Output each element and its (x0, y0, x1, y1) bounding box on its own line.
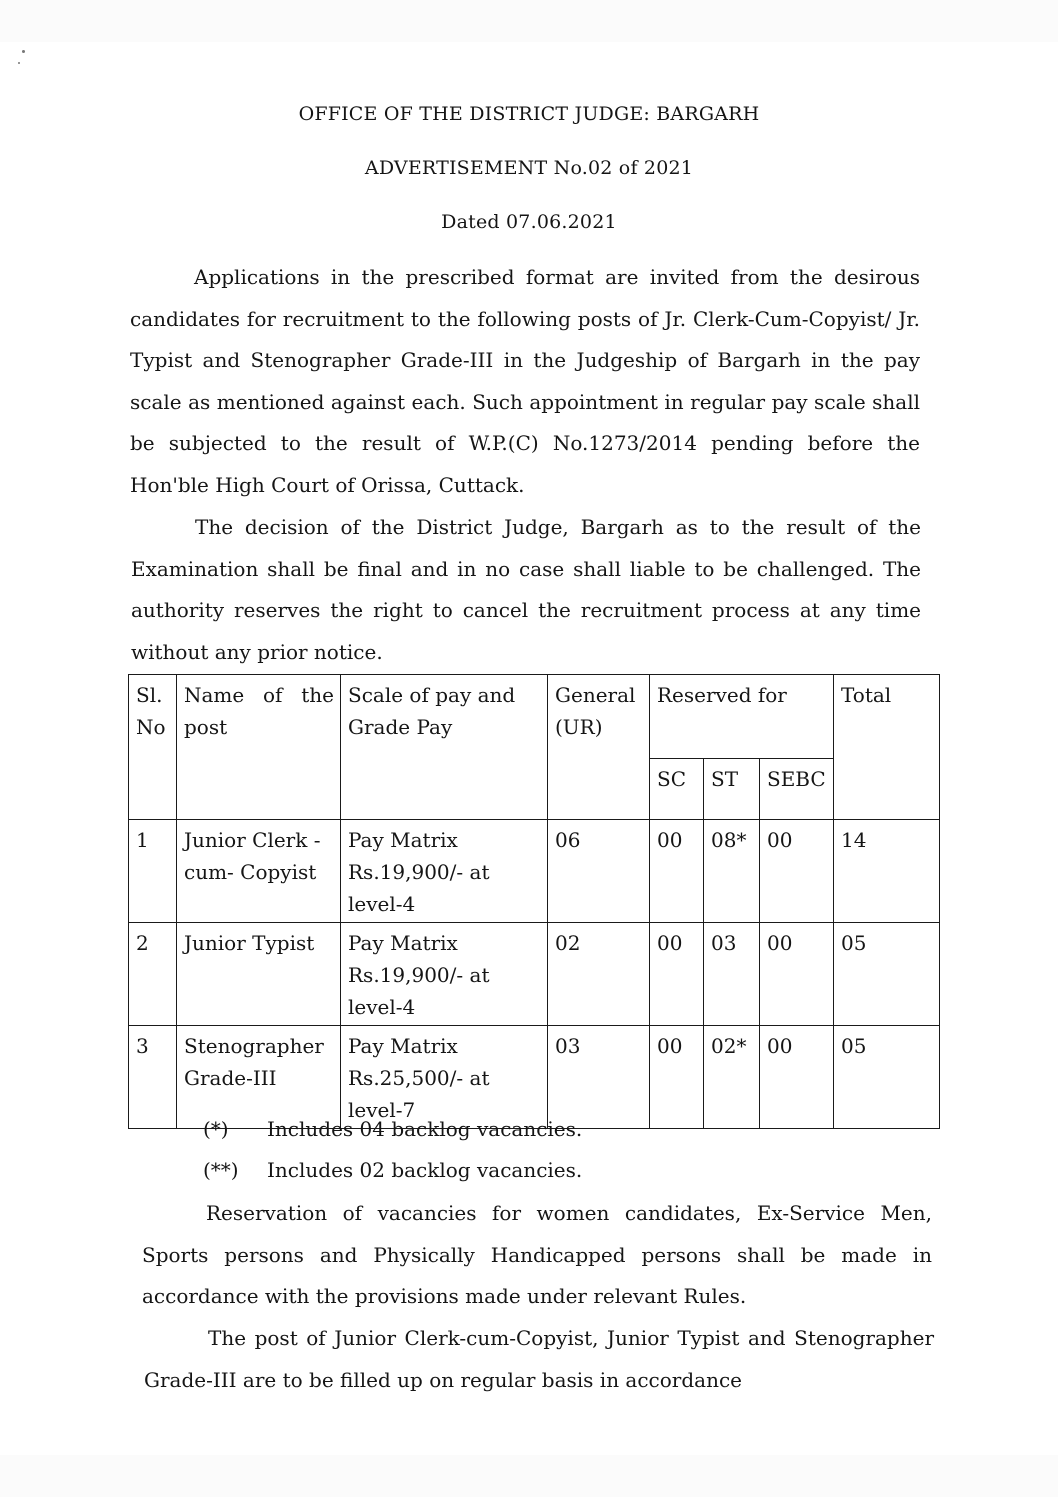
advertisement-date: Dated 07.06.2021 (441, 211, 617, 233)
table-row (129, 1026, 940, 1129)
scan-speck (18, 62, 20, 64)
scan-speck (22, 50, 25, 53)
cell-name: Junior Clerk -cum- Copyist (177, 820, 341, 923)
page-bottom-margin (0, 1455, 1058, 1497)
cell-scale: Pay Matrix Rs.19,900/- at level-4 (341, 820, 548, 923)
cell-total: 05 (834, 923, 940, 1026)
cell-total: 05 (834, 1026, 940, 1129)
cell-scale: Pay Matrix Rs.25,500/- at level-7 (341, 1026, 548, 1129)
cell-sebc: 00 (760, 923, 834, 1026)
header-total: Total (834, 675, 940, 820)
cell-general: 03 (548, 1026, 650, 1129)
vacancy-table (128, 674, 940, 1129)
office-heading: OFFICE OF THE DISTRICT JUDGE: BARGARH (298, 103, 760, 125)
header-sl-no: Sl. No (129, 675, 177, 820)
header-sc: SC (650, 758, 704, 819)
cell-sc: 00 (650, 1026, 704, 1129)
cell-sl: 1 (129, 820, 177, 923)
cell-sl: 2 (129, 923, 177, 1026)
table-header-row (129, 675, 940, 759)
cell-general: 02 (548, 923, 650, 1026)
header-st: ST (704, 758, 760, 819)
header-name: Name of the post (177, 675, 341, 820)
footnote-text: Includes 04 backlog vacancies. (267, 1117, 583, 1141)
cell-st: 03 (704, 923, 760, 1026)
table-row (129, 923, 940, 1026)
cell-scale: Pay Matrix Rs.19,900/- at level-4 (341, 923, 548, 1026)
footnote-mark: (*) (203, 1117, 229, 1141)
cell-st: 08* (704, 820, 760, 923)
cell-st: 02* (704, 1026, 760, 1129)
intro-paragraph: Applications in the prescribed format are invited from the desirous candidates for recruitment to the following posts of Jr. Clerk-Cum-Copyist/ Jr. Typist and Stenographer Grade-III in the Judgeship of Bargarh in the pay scale as mentioned against each. Such appointment in regular pay scale shall be subjected to the result of W.P.(C) No.1273/2014 pending before the Hon'ble High Court of Orissa, Cuttack. (130, 265, 920, 497)
cell-name: Junior Typist (177, 923, 341, 1026)
cell-sl: 3 (129, 1026, 177, 1129)
page-top-margin (0, 0, 1058, 42)
cell-sc: 00 (650, 923, 704, 1026)
cell-name: Stenographer Grade-III (177, 1026, 341, 1129)
footnote-mark: (**) (203, 1158, 239, 1182)
footnote-single-star (203, 1117, 582, 1141)
advertisement-number: ADVERTISEMENT No.02 of 2021 (364, 157, 694, 179)
cell-sebc: 00 (760, 820, 834, 923)
regular-basis-paragraph: The post of Junior Clerk-cum-Copyist, Junior Typist and Stenographer Grade-III are to be filled up on regular basis in accordance (144, 1326, 934, 1392)
header-scale: Scale of pay and Grade Pay (341, 675, 548, 820)
decision-paragraph: The decision of the District Judge, Bargarh as to the result of the Examination shall be final and in no case shall liable to be challenged. The authority reserves the right to cancel the recruitment process at any time without any prior notice. (131, 515, 921, 664)
cell-sc: 00 (650, 820, 704, 923)
header-reserved: Reserved for (650, 675, 834, 759)
footnote-text: Includes 02 backlog vacancies. (267, 1158, 583, 1182)
cell-general: 06 (548, 820, 650, 923)
cell-total: 14 (834, 820, 940, 923)
table-row (129, 820, 940, 923)
reservation-paragraph: Reservation of vacancies for women candidates, Ex-Service Men, Sports persons and Physically Handicapped persons shall be made in accordance with the provisions made under relevant Rules. (142, 1201, 932, 1308)
header-sebc: SEBC (760, 758, 834, 819)
cell-sebc: 00 (760, 1026, 834, 1129)
header-general: General (UR) (548, 675, 650, 820)
footnote-double-star (203, 1158, 582, 1182)
